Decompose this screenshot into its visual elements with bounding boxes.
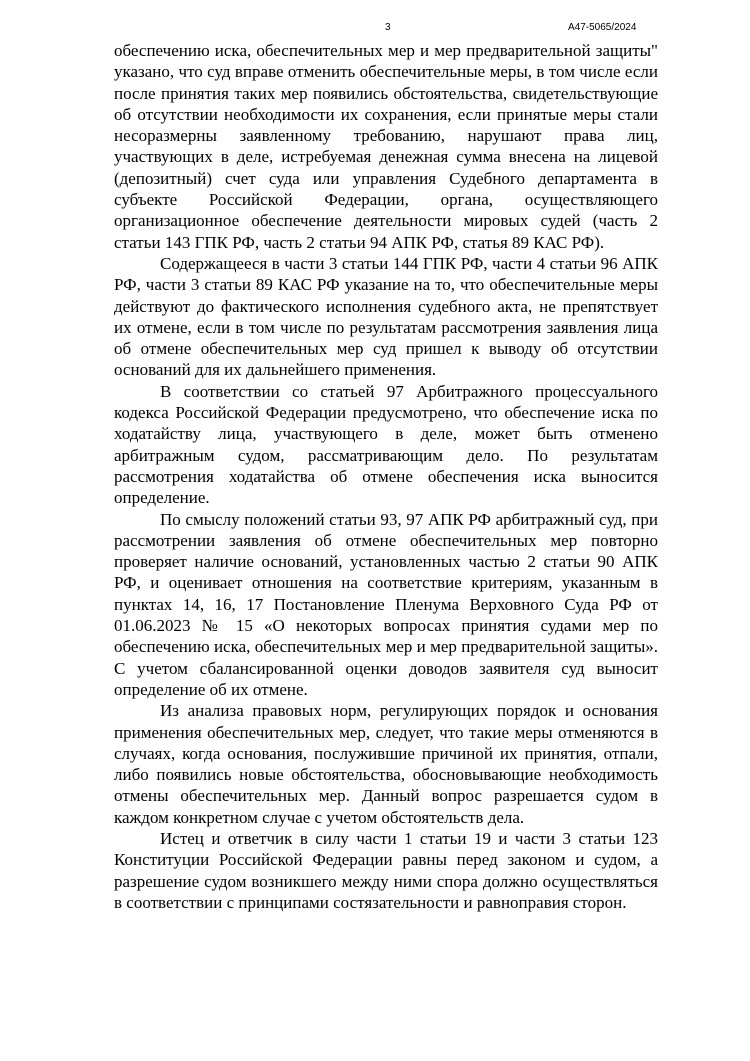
paragraph: Из анализа правовых норм, регулирующих порядок и основания применения обеспечительных мер, следует, что такие меры отменяются в случаях, когда основания, послужившие причиной их принятия, отпали, либо появились новые обстоятельства, обосновывающие необходимость отмены обеспечительных мер. Данный вопрос разрешается судом в каждом конкретном случае с учетом обстоятельств дела. [114, 701, 658, 827]
paragraph: Истец и ответчик в силу части 1 статьи 19 и части 3 статьи 123 Конституции Российской Федерации равны перед законом и судом, а разрешение судом возникшего между ними спора должно осуществляться в соответствии с принципами состязательности и равноправия сторон. [114, 828, 658, 912]
page-number: 3 [385, 22, 391, 33]
case-number: А47-5065/2024 [568, 22, 637, 33]
document-body [114, 40, 658, 913]
paragraph: По смыслу положений статьи 93, 97 АПК РФ арбитражный суд, при рассмотрении заявления об отмене обеспечительных мер повторно проверяет наличие оснований, установленных частью 2 статьи 90 АПК РФ, и оценивает отношения на соответствие критериям, указанным в пунктах 14, 16, 17 Постановление Пленума Верховного Суда РФ от 01.06.2023 № 15 «О некоторых вопросах принятия судами мер по обеспечению иска, обеспечительных мер и мер предварительной защиты». С учетом сбалансированной оценки доводов заявителя суд выносит определение об их отмене. [114, 509, 658, 699]
paragraph: Содержащееся в части 3 статьи 144 ГПК РФ, части 4 статьи 96 АПК РФ, части 3 статьи 89 КАС РФ указание на то, что обеспечительные меры действуют до фактического исполнения судебного акта, не препятствует их отмене, если в том числе по результатам рассмотрения заявления лица об отмене обеспечительных мер суд пришел к выводу об отсутствии оснований для их дальнейшего применения. [114, 253, 658, 380]
paragraph: В соответствии со статьей 97 Арбитражного процессуального кодекса Российской Федерации предусмотрено, что обеспечение иска по ходатайству лица, участвующего в деле, может быть отменено арбитражным судом, рассматривающим дело. По результатам рассмотрения ходатайства об отмене обеспечения иска выносится определение. [114, 381, 658, 508]
paragraph-continuation: обеспечению иска, обеспечительных мер и мер предварительной защиты" указано, что суд вправе отменить обеспечительные меры, в том числе если после принятия таких мер появились обстоятельства, свидетельствующие об отсутствии необходимости их сохранения, если принятые меры стали несоразмерны заявленному требованию, нарушают права лиц, участвующих в деле, истребуемая денежная сумма внесена на лицевой (депозитный) счет суда или управления Судебного департамента в субъекте Российской Федерации, органа, осуществляющего организационное обеспечение деятельности мировых судей (часть 2 статьи 143 ГПК РФ, часть 2 статьи 94 АПК РФ, статья 89 КАС РФ). [114, 41, 658, 252]
